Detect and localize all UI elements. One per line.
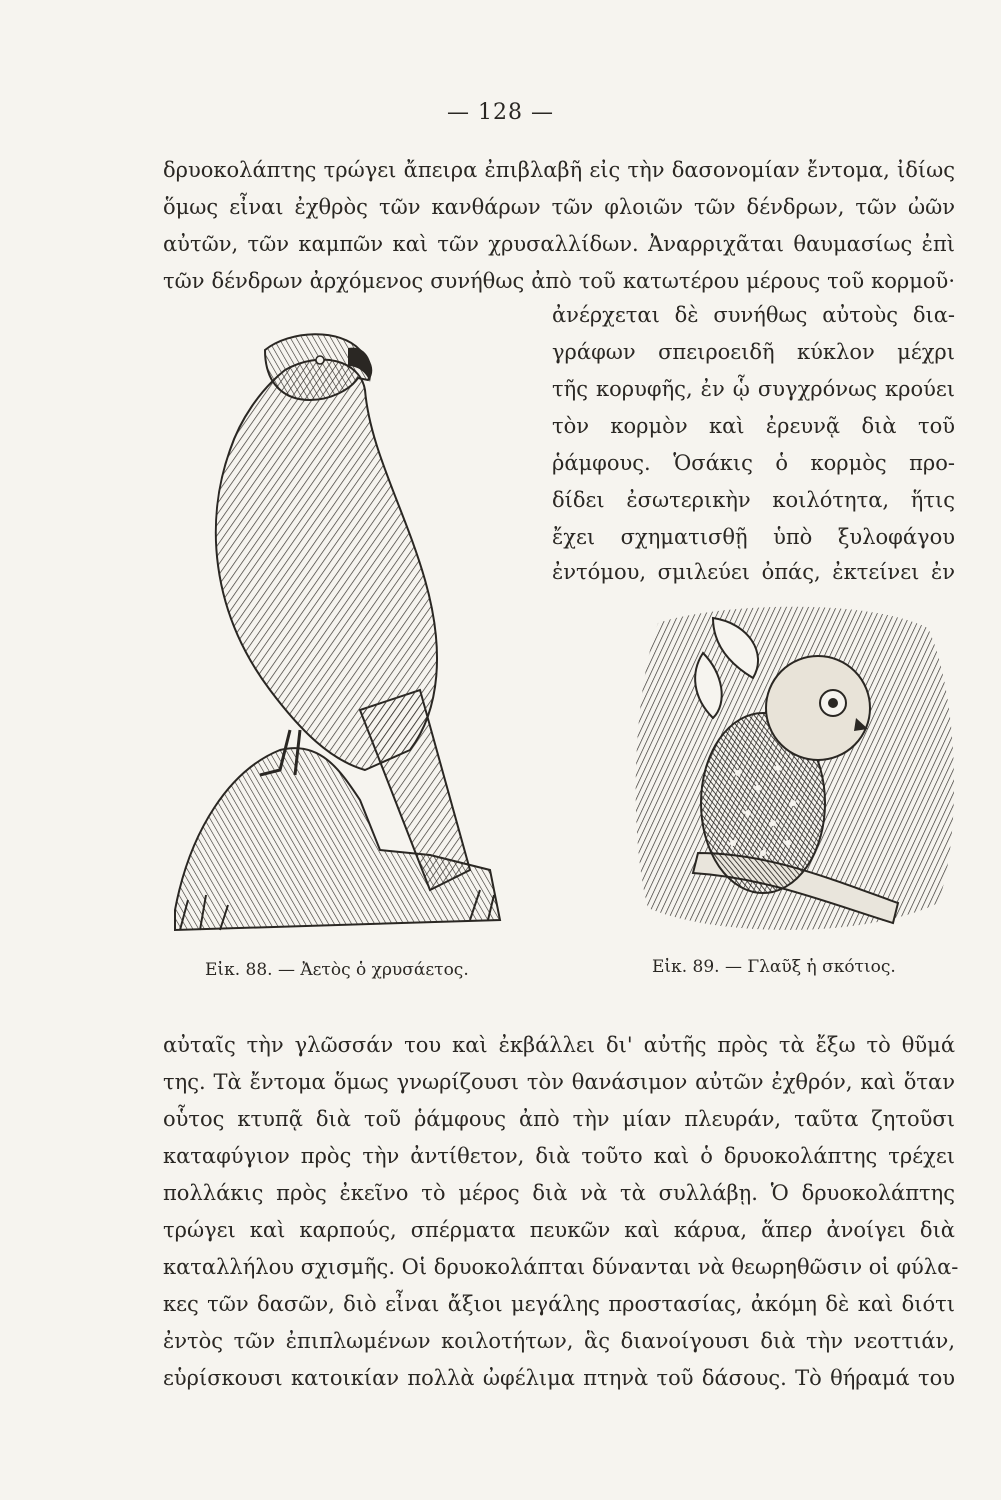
text-line: ἐντὸς τῶν ἐπιπλωμένων κοιλοτήτων, ἃς διανοίγουσι διὰ τὴν νεοττιάν, [163,1329,955,1353]
text-line: ἐντόμου, σμιλεύει ὀπάς, ἐκτείνει ἐν [552,560,955,584]
text-line: καταλλήλου σχισμῆς. Οἱ δρυοκολάπται δύνανται νὰ θεωρηθῶσιν οἱ φύλα- [163,1255,959,1279]
text-line: δίδει ἐσωτερικὴν κοιλότητα, ἥτις [552,488,955,512]
page-number: — 128 — [447,100,554,125]
eagle-caption: Εἰκ. 88. — Ἀετὸς ὁ χρυσάετος. [205,960,469,980]
text-line: ἀνέρχεται δὲ συνήθως αὐτοὺς δια- [552,303,955,327]
text-line: της. Τὰ ἔντομα ὅμως γνωρίζουσι τὸν θανάσιμον αὐτῶν ἐχθρόν, καὶ ὅταν [163,1070,955,1094]
text-line: τὸν κορμὸν καὶ ἐρευνᾷ διὰ τοῦ [552,414,955,438]
owl-caption: Εἰκ. 89. — Γλαῦξ ἡ σκότιος. [652,957,896,977]
text-line: ὅμως εἶναι ἐχθρὸς τῶν κανθάρων τῶν φλοιῶν τῶν δένδρων, τῶν ὠῶν [163,195,955,219]
text-line: αὐτῶν, τῶν καμπῶν καὶ τῶν χρυσαλλίδων. Ἀναρριχᾶται θαυμασίως ἐπὶ [163,232,955,256]
text-line: ῥάμφους. Ὁσάκις ὁ κορμὸς προ- [552,451,955,475]
text-line: τῶν δένδρων ἀρχόμενος συνήθως ἀπὸ τοῦ κατωτέρου μέρους τοῦ κορμοῦ· [163,269,955,293]
text-line: οὗτος κτυπᾷ διὰ τοῦ ῥάμφους ἀπὸ τὴν μίαν πλευράν, ταῦτα ζητοῦσι [163,1107,955,1131]
text-line: πολλάκις πρὸς ἐκεῖνο τὸ μέρος διὰ νὰ τὰ συλλάβῃ. Ὁ δρυοκολάπτης [163,1181,955,1205]
text-line: εὑρίσκουσι κατοικίαν πολλὰ ὠφέλιμα πτηνὰ τοῦ δάσους. Τὸ θήραμά του [163,1366,955,1390]
text-line: κες τῶν δασῶν, διὸ εἶναι ἄξιοι μεγάλης προστασίας, ἀκόμη δὲ καὶ διότι [163,1292,955,1316]
text-line: αὐταῖς τὴν γλῶσσάν του καὶ ἐκβάλλει δι' αὐτῆς πρὸς τὰ ἔξω τὸ θῦμά [163,1033,955,1057]
owl-illustration [628,603,958,938]
text-line: γράφων σπειροειδῆ κύκλον μέχρι [552,340,955,364]
text-line: ἔχει σχηματισθῇ ὑπὸ ξυλοφάγου [552,525,955,549]
text-line: τρώγει καὶ καρπούς, σπέρματα πευκῶν καὶ κάρυα, ἅπερ ἀνοίγει διὰ [163,1218,955,1242]
text-line: καταφύγιον πρὸς τὴν ἀντίθετον, διὰ τοῦτο καὶ ὁ δρυοκολάπτης τρέχει [163,1144,955,1168]
text-line: τῆς κορυφῆς, ἐν ᾧ συγχρόνως κρούει [552,377,955,401]
text-line: δρυοκολάπτης τρώγει ἄπειρα ἐπιβλαβῆ εἰς τὴν δασονομίαν ἔντομα, ἰδίως [163,158,955,182]
eagle-illustration [170,330,510,940]
